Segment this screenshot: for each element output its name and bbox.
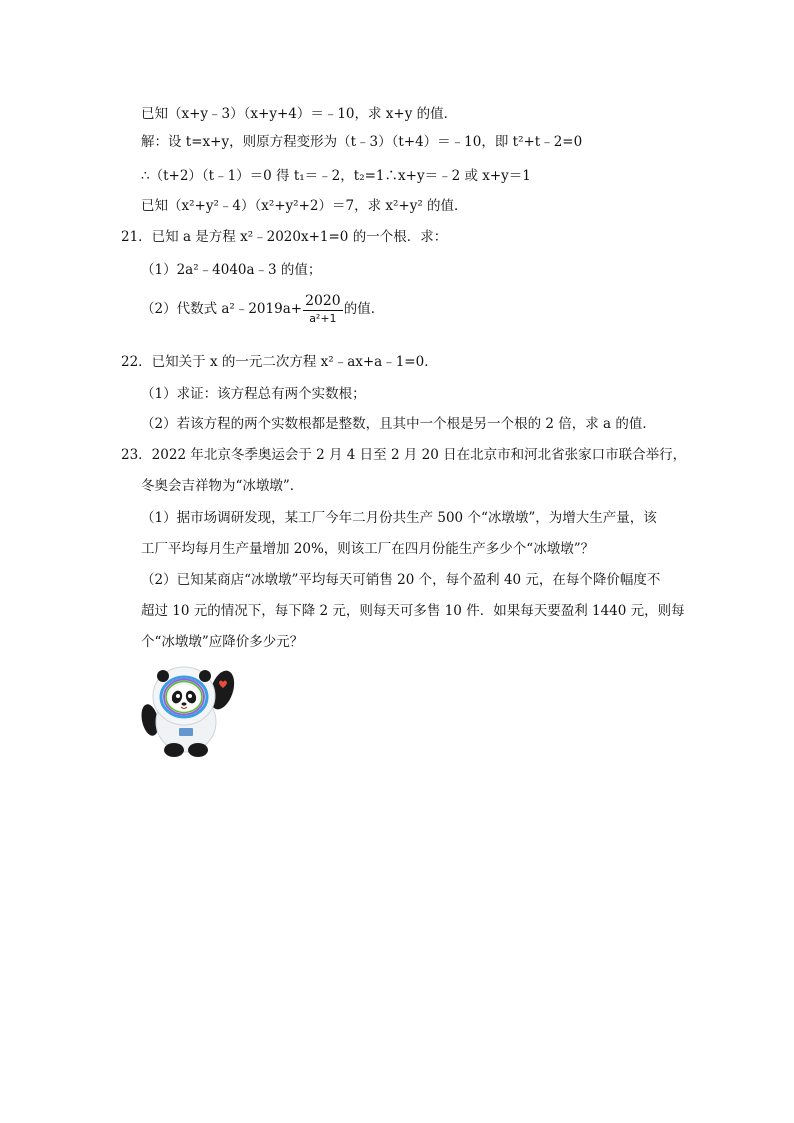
- fraction-denominator: a²+1: [309, 312, 337, 325]
- example-problem-line: 已知（x+y﹣3）（x+y+4）＝﹣10，求 x+y 的值．: [141, 106, 458, 122]
- question-23-part-1-line-1: （1）据市场调研发现，某工厂今年二月份共生产 500 个“冰墩墩”，为增大生产量，该: [141, 510, 657, 526]
- question-23-part-2-line-2: 超过 10 元的情况下，每下降 2 元，则每天可多售 10 件．如果每天要盈利 1440 元，则每: [141, 603, 685, 619]
- question-23-stem-line-1: 23．2022 年北京冬季奥运会于 2 月 4 日至 2 月 20 日在北京市和河北省张家口市联合举行，: [121, 447, 687, 463]
- example-solution-line: 解：设 t=x+y，则原方程变形为（t﹣3）（t+4）＝﹣10，即 t²+t﹣2=0: [141, 134, 583, 150]
- question-23-part-1-line-2: 工厂平均每月生产量增加 20%，则该工厂在四月份能生产多少个“冰墩墩”？: [141, 541, 595, 557]
- question-21-part-2-prefix: （2）代数式 a²﹣2019a+: [141, 301, 303, 317]
- bing-dwen-dwen-mascot-icon: [136, 662, 244, 758]
- question-23-part-2-line-1: （2）已知某商店“冰墩墩”平均每天可销售 20 个，每个盈利 40 元，在每个降价幅度不: [141, 572, 661, 588]
- question-22-stem: 22．已知关于 x 的一元二次方程 x²﹣ax+a﹣1=0．: [121, 354, 438, 370]
- question-21-part-2-suffix: 的值．: [343, 301, 385, 317]
- question-22-part-1: （1）求证：该方程总有两个实数根；: [141, 386, 366, 402]
- question-23-stem-line-2: 冬奥会吉祥物为“冰墩墩”．: [141, 478, 304, 494]
- question-21-part-2: [141, 290, 384, 328]
- question-21-stem: 21．已知 a 是方程 x²﹣2020x+1=0 的一个根．求：: [121, 229, 448, 245]
- question-23-part-2-line-3: 个“冰墩墩”应降价多少元？: [141, 634, 304, 650]
- question-22-part-2: （2）若该方程的两个实数根都是整数，且其中一个根是另一个根的 2 倍，求 a 的值．: [141, 416, 656, 432]
- example-solution-line-2: ∴（t+2）（t﹣1）＝0 得 t₁＝﹣2，t₂=1∴x+y＝﹣2 或 x+y＝1: [141, 168, 531, 184]
- fraction: [303, 292, 343, 327]
- fraction-numerator: 2020: [305, 293, 341, 309]
- example-exercise-line: 已知（x²+y²﹣4）（x²+y²+2）＝7，求 x²+y² 的值．: [141, 198, 468, 214]
- question-21-part-1: （1）2a²﹣4040a﹣3 的值；: [141, 262, 322, 278]
